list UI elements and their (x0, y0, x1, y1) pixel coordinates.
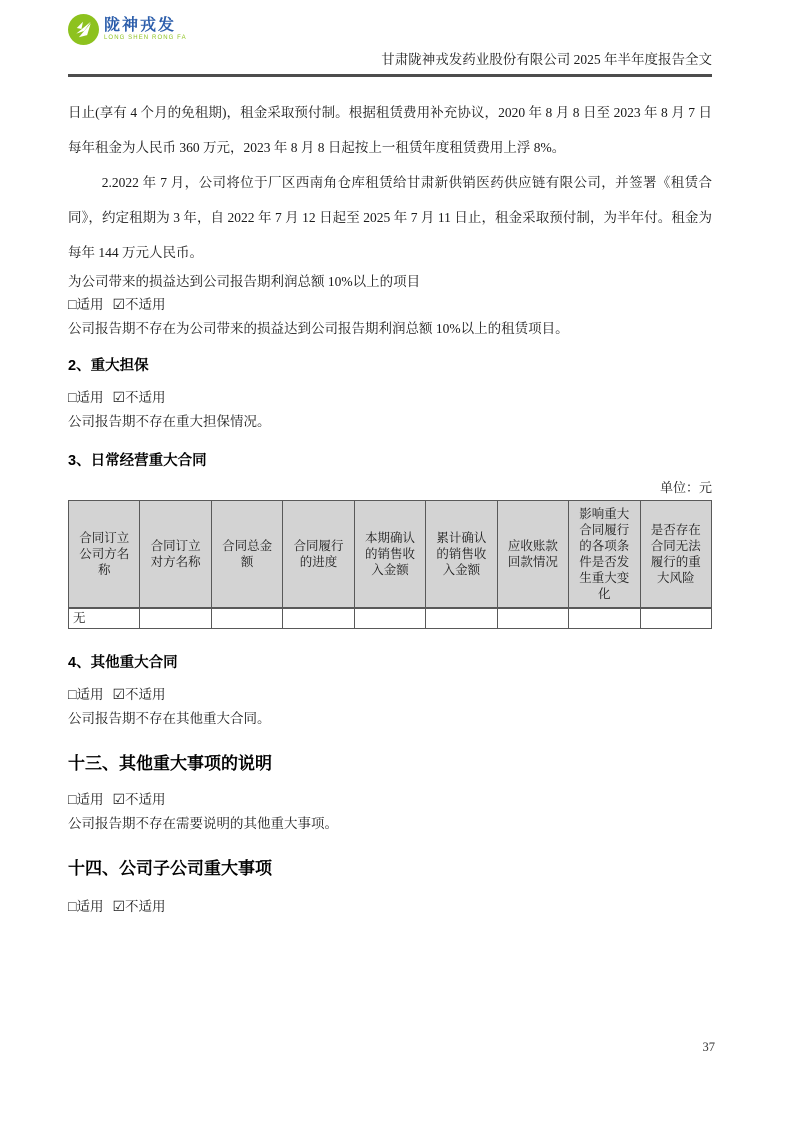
table-header-cell: 合同总金额 (211, 501, 282, 609)
page-content (68, 77, 712, 919)
guarantee-body: 公司报告期不存在重大担保情况。 (68, 414, 271, 429)
lease-paragraph-continuation: 日止(享有 4 个月的免租期)，租金采取预付制。根据租赁费用补充协议，2020 年 8 月 8 日至 2023 年 8 月 7 日每年租金为人民币 360 万元，2023 年 8 月 8 日起按上一租赁年度租赁费用上浮 8%。 (68, 105, 712, 155)
table-header-cell: 是否存在合同无法履行的重大风险 (640, 501, 712, 609)
page-header (0, 0, 793, 77)
checkbox-unchecked-icon: □ (68, 298, 77, 313)
not-applicable-label: 不适用 (125, 898, 166, 914)
table-header-cell: 合同订立公司方名称 (69, 501, 140, 609)
checkbox-unchecked-icon: □ (68, 391, 77, 406)
section-13-body: 公司报告期不存在需要说明的其他重大事项。 (68, 815, 338, 831)
table-cell (426, 608, 497, 628)
not-applicable-label: 不适用 (125, 390, 166, 405)
applicability-line-lease (68, 293, 712, 317)
other-contracts-body: 公司报告期不存在其他重大合同。 (68, 710, 271, 726)
checkbox-unchecked-icon: □ (68, 792, 77, 808)
table-cell (211, 608, 282, 628)
document-title: 甘肃陇神戎发药业股份有限公司 2025 年半年度报告全文 (381, 52, 712, 67)
applicable-label: 适用 (76, 390, 104, 405)
table-cell (283, 608, 354, 628)
profit-note-body: 公司报告期不存在为公司带来的损益达到公司报告期利润总额 10%以上的租赁项目。 (68, 321, 569, 336)
logo-mark-icon (68, 14, 99, 45)
table-header-cell: 应收账款回款情况 (497, 501, 568, 609)
page-number: 37 (702, 1040, 715, 1054)
section-title-other-contracts: 4、其他重大合同 (68, 654, 178, 671)
checkbox-checked-icon: ☑ (112, 792, 126, 808)
table-header-cell: 影响重大合同履行的各项条件是否发生重大变化 (569, 501, 640, 609)
profit-note-title: 为公司带来的损益达到公司报告期利润总额 10%以上的项目 (68, 274, 421, 289)
applicability-line-14 (68, 895, 712, 919)
applicable-label: 适用 (76, 898, 104, 914)
table-header-cell: 合同履行的进度 (283, 501, 354, 609)
checkbox-checked-icon: ☑ (112, 298, 126, 313)
logo-text (104, 14, 187, 42)
table-header-cell: 合同订立对方名称 (140, 501, 211, 609)
checkbox-checked-icon: ☑ (112, 899, 126, 915)
table-cell (569, 608, 640, 628)
logo-en-name: LONG SHEN RONG FA (104, 35, 187, 41)
logo-cn-name: 陇神戎发 (104, 17, 177, 34)
not-applicable-label: 不适用 (125, 686, 166, 702)
section-title-guarantee: 2、重大担保 (68, 358, 149, 374)
table-header-row (69, 501, 712, 609)
table-cell (354, 608, 425, 628)
applicability-line-other-contracts (68, 683, 712, 707)
section-title-13: 十三、其他重大事项的说明 (68, 753, 272, 773)
checkbox-checked-icon: ☑ (112, 391, 126, 406)
applicability-line-guarantee (68, 386, 712, 410)
applicable-label: 适用 (76, 297, 104, 312)
checkbox-checked-icon: ☑ (112, 687, 126, 703)
table-cell (640, 608, 712, 628)
checkbox-unchecked-icon: □ (68, 687, 77, 703)
checkbox-unchecked-icon: □ (68, 899, 77, 915)
applicable-label: 适用 (76, 791, 104, 807)
section-title-14: 十四、公司子公司重大事项 (68, 858, 272, 878)
table-header-cell: 累计确认的销售收入金额 (426, 501, 497, 609)
table-cell: 无 (69, 608, 140, 628)
lease-paragraph-item2: 2.2022 年 7 月，公司将位于厂区西南角仓库租赁给甘肃新供销医药供应链有限公司，并签署《租赁合同》，约定租期为 3 年，自 2022 年 7 月 12 日起至 2025 年 7 月 11 日止，租金采取预付制，为半年付。租金为每年 144 万元人民币。 (68, 175, 712, 260)
header-rule (68, 0, 712, 77)
company-logo (68, 14, 187, 45)
not-applicable-label: 不适用 (125, 297, 166, 312)
unit-label: 单位：元 (659, 480, 712, 495)
table-cell (497, 608, 568, 628)
section-title-daily-contracts: 3、日常经营重大合同 (68, 453, 207, 469)
contracts-table (68, 500, 712, 629)
not-applicable-label: 不适用 (125, 791, 166, 807)
table-header-cell: 本期确认的销售收入金额 (354, 501, 425, 609)
applicable-label: 适用 (76, 686, 104, 702)
table-cell (140, 608, 211, 628)
table-row (69, 608, 712, 628)
applicability-line-13 (68, 788, 712, 812)
